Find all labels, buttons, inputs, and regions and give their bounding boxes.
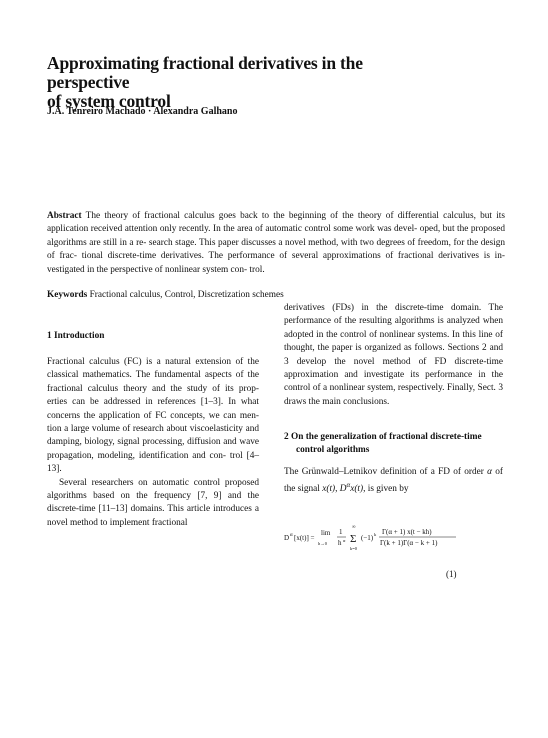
sec2-text-c: is given by xyxy=(367,484,409,495)
abstract xyxy=(47,210,505,277)
paper-title xyxy=(47,54,447,111)
section-2-heading xyxy=(284,431,503,458)
svg-text:D: D xyxy=(284,534,290,542)
equation-number: (1) xyxy=(446,569,457,579)
equation-1-image xyxy=(284,514,459,562)
svg-text:[x(t)] =: [x(t)] = xyxy=(294,534,315,542)
svg-text:h: h xyxy=(338,539,342,547)
derivative-order: α xyxy=(346,481,351,490)
authors: J.A. Tenreiro Machado · Alexandra Galhano xyxy=(47,106,238,117)
svg-text:Γ(k + 1)Γ(α − k + 1): Γ(k + 1)Γ(α − k + 1) xyxy=(380,539,438,547)
derivative-D: D xyxy=(339,484,347,495)
svg-text:Γ(α + 1) x(t − kh): Γ(α + 1) x(t − kh) xyxy=(382,528,432,536)
left-column-text xyxy=(47,356,259,530)
sec2-text-b: of the signal xyxy=(284,467,503,495)
section-1-paragraph-1: Fractional calculus (FC) is a natural extension of the classical mathematics. The fundamental aspects of the fractional calculus theory and the study of its prop- erties can be addressed in references [1–3]. In what concerns the application of FC concepts, we can men- tion a large volume of research about viscoelasticity and damping, biology, signal processing, diffusion and wave propagation, modeling, identification and con- trol [4–13]. xyxy=(47,357,259,475)
svg-text:k: k xyxy=(374,532,377,537)
svg-text:h→0: h→0 xyxy=(318,541,327,546)
keywords xyxy=(47,289,307,301)
svg-text:α: α xyxy=(290,533,293,538)
svg-text:Σ: Σ xyxy=(350,533,357,545)
svg-text:∞: ∞ xyxy=(352,525,356,530)
section-1-paragraph-2: Several researchers on automatic control proposed algorithms based on the frequency [7, 9] and the discrete-time [11–13] domains. This article introduces a novel method to implement fractional xyxy=(47,477,259,528)
svg-text:lim: lim xyxy=(321,529,331,537)
title-line-2: of system control xyxy=(47,91,171,111)
svg-text:α: α xyxy=(343,538,346,543)
svg-text:k=0: k=0 xyxy=(350,546,358,551)
right-column-paragraph: derivatives (FDs) in the discrete-time domain. The performance of the resulting algorithms is analyzed when adopted in the control of nonlinear systems. In this line of thought, the paper is organized as follows. Sections 2 and 3 develop the novel method of FD discrete-time approximation and investigate its performance in the control of a nonlinear system, respectively. Finally, Sect. 3 draws the main conclusions. xyxy=(284,303,503,407)
section-2-heading-line-1: 2 On the generalization of fractional discrete-time xyxy=(284,432,482,442)
section-2-paragraph: The Grünwald–Letnikov definition of a FD of order α of the signal x(t), $D^\alpha x(t)$, is given by xyxy=(284,467,503,495)
alpha-symbol: α xyxy=(487,467,492,477)
sec2-text-a: The Grünwald–Letnikov definition of a FD of order xyxy=(284,467,484,477)
derivative-signal: x(t), xyxy=(350,484,366,495)
abstract-label: Abstract xyxy=(47,211,82,221)
svg-text:(−1): (−1) xyxy=(361,534,374,542)
section-1-heading: 1 Introduction xyxy=(47,331,105,341)
signal-x-t: x(t) xyxy=(322,484,336,495)
keywords-label: Keywords xyxy=(47,290,88,300)
section-2-heading-line-2: control algorithms xyxy=(296,445,370,456)
abstract-text: The theory of fractional calculus goes back to the beginning of the theory of differential calculus, but its application received attention only recently. In the area of automatic control some work was devel- oped, but the proposed algorithms are still in a re- search stage. This paper discusses a novel method, with two degrees of freedom, for the design of frac- tional discrete-time derivatives. The performance of several approximations of fractional derivatives is in- vestigated in the perspective of nonlinear system con- trol. xyxy=(47,211,506,275)
keywords-text: Fractional calculus, Control, Discretization schemes xyxy=(89,290,284,300)
svg-text:1: 1 xyxy=(339,528,343,536)
title-line-1: Approximating fractional derivatives in the perspective xyxy=(47,53,363,92)
